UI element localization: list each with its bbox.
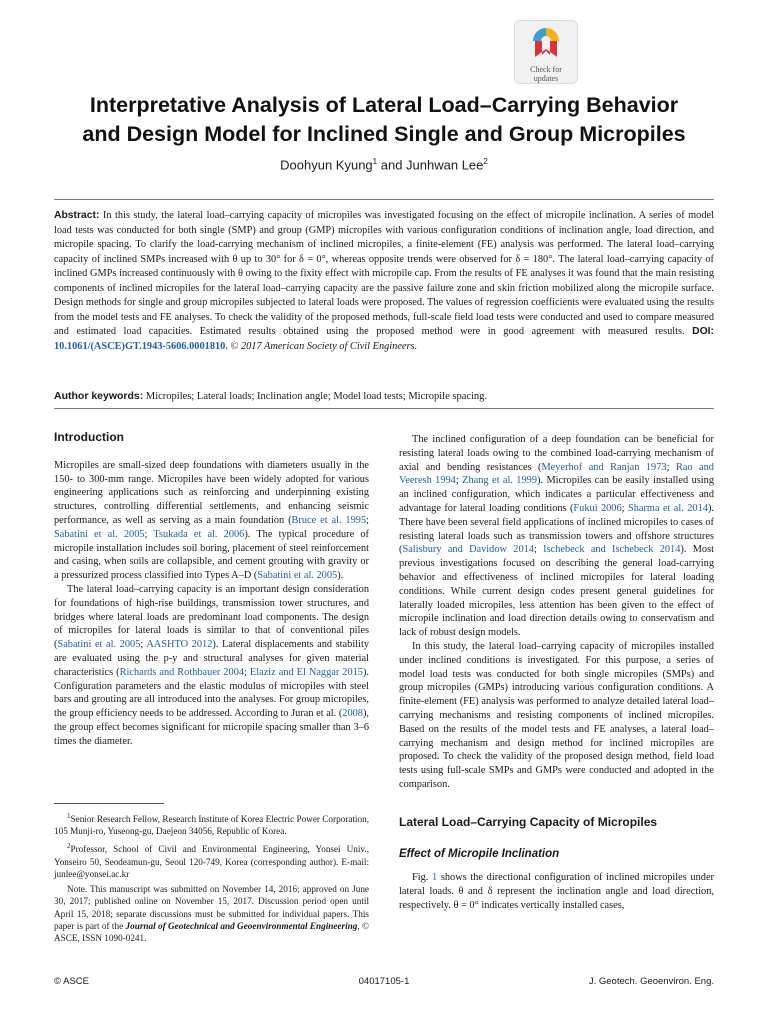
footer-copyright: © ASCE [54,976,89,987]
author-1: Doohyun Kyung [280,157,373,173]
sep: ; [366,514,369,526]
ref-rao-1994[interactable]: Rao and Veeresh 1994 [399,461,714,487]
ref-sabatini-2005-c[interactable]: Sabatini et al. 2005 [57,639,141,651]
footnotes [54,810,369,947]
abstract [54,209,714,354]
footer-journal: J. Geotech. Geoenviron. Eng. [588,976,714,987]
badge-label-2: updates [533,74,559,83]
ref-tsukada-2006[interactable]: Tsukada et al. 2006 [153,528,245,540]
ref-richards-2004[interactable]: Richards and Rothbauer 2004 [119,666,245,678]
note-text: Note. This manuscript was submitted on November 14, 2016; approved on June 30, 2017; published online on November 15, 2017. Discussion period open until April 15, 2018; separate discussions must be submitted for individual papers. This paper is part of the [54,884,369,931]
subsection-heading: Effect of Micropile Inclination [399,847,560,860]
author-line [0,157,768,172]
intro-p1-text-c: ). [337,570,344,582]
journal-name: Journal of Geotechnical and Geoenvironmental Engineering [125,920,358,931]
footer-page-id: 04017105-1 [358,976,410,987]
intro-paragraph-2 [54,583,369,749]
intro-p1-text-b: ). The typical procedure of micropile installation includes soil boring, placement of steel reinforcement and casing, when soils are collapsible, and cement grouting with gravity or a pressurized process classified into Types A–D ( [54,528,369,582]
sep: ; [666,461,676,473]
author-2: Junhwan Lee [406,157,484,173]
keywords-text: Micropiles; Lateral loads; Inclination angle; Model load tests; Micropile spacing. [143,391,488,402]
sep: ; [455,475,463,487]
doi-link[interactable]: 10.1061/(ASCE)GT.1943-5606.0001810. [54,340,228,352]
doi-label: DOI: [692,326,714,337]
ref-bruce-1995[interactable]: Bruce et al. 1995 [291,514,367,526]
note-end: , © ASCE, ISSN 1090-0241. [54,920,369,943]
ref-zhang-1999[interactable]: Zhang et al. 1999 [462,475,537,487]
right-p3-text-b: shows the directional configuration of inclined micropiles under lateral loads. θ and δ represent the inclination angle and load direction, respectively. θ = 0° indicates vertically installed cases, [399,872,714,911]
title-line-1: Interpretative Analysis of Lateral Load–Carrying Behavior [89,93,679,117]
footnote-rule [54,803,164,804]
title-line-2: and Design Model for Inclined Single and Group Micropiles [82,122,686,146]
right-p3-text-a: Fig. [412,872,433,884]
right-p1-text-a: The inclined configuration of a deep foundation can be beneficial for resisting lateral loads owing to the combined load-carrying mechanism of axial and bending resistances ( [399,434,714,473]
abstract-body: In this study, the lateral load–carrying capacity of micropiles was investigated focusing on the effect of micropile inclination. A series of model load tests was conducted for both single (SMP) and group (GMP) micropiles with various configuration conditions of inclination angle, load direction, and micropile spacing. To clarify the load-carrying mechanism of inclined micropiles, a finite-element (FE) analysis was performed. The lateral load–carrying capacity of inclined SMPs increased with θ up to 30° for δ = 0°, whereas opposite trends were observed for δ = 180°. The lateral load–carrying capacity of inclined GMPs increased continuously with θ owing to the fixity effect with micropile cap. From the results of FE analyses it was found that the main resisting components of inclined micropiles for the lateral load–carrying capacity are the passive failure zone and skin friction mobilized along the micropile surface. Design methods for single and group micropiles subjected to lateral loads were proposed. The values of regression coefficients were evaluated using the results from the model tests and FE analyses. To check the validity of the proposed methods, full-scale field load tests were conducted and used to compare measured and estimated load capacities. Estimated results obtained using the proposed method were in good agreement with measured results. [54,210,714,337]
footnote-2 [54,840,369,880]
footnote-2-marker: 2 [67,842,71,851]
section-heading: Lateral Load–Carrying Capacity of Micropiles [399,814,658,829]
left-column [54,431,369,749]
intro-p2-text-d: ), the group effect becomes significant for micropile spacing smaller than 3–6 times the diameter. [54,708,369,747]
keywords-bottom-rule [54,408,714,409]
ref-meyerhof-1973[interactable]: Meyerhof and Ranjan 1973 [541,461,667,473]
footnote-1 [54,810,369,837]
author-keywords [54,389,714,404]
badge-label-1: Check for [530,65,562,74]
right-paragraph-1 [399,433,714,640]
intro-p2-text-b: ). Lateral displacements and stability are evaluated using the p-y and structural analyses for given material characteristics ( [54,639,369,678]
ref-salisbury-2014[interactable]: Salisbury and Davidow 2014 [402,544,534,556]
abstract-label: Abstract: [54,210,100,221]
intro-p2-text-c: ). Configuration parameters and the elastic modulus of micropiles with steel bars and grouting are all introduced into the analyses. For group micropiles, the group efficiency needs to be addressed. According to Juran et al. ( [54,666,369,720]
ref-sharma-2014[interactable]: Sharma et al. 2014 [627,502,708,514]
right-p1-text-c: ). There have been several field applications of inclined micropiles to cases of resisting lateral loads such as transmission towers and offshore structures ( [399,502,714,556]
copyright: © 2017 American Society of Civil Engineers. [227,340,418,352]
author-conjunction: and [377,157,407,173]
author-1-affiliation: 1 [372,157,378,166]
sep: ; [621,502,628,514]
ref-aashto-2012[interactable]: AASHTO 2012 [146,639,213,651]
sep: ; [144,528,154,540]
ref-fukui-2006[interactable]: Fukui 2006 [573,502,622,514]
right-paragraph-2: In this study, the lateral load–carrying capacity of micropiles installed under inclined conditions is investigated. For this purpose, a series of model load tests was conducted for both single micropiles (SMPs) and group micropiles (GMPs) introducing various configuration conditions. A finite-element (FE) analysis was performed to analyze detailed lateral load–carrying mechanisms and resisting components of inclined micropiles. Based on the results of the model tests and FE analyses, a lateral load–carrying mechanism and design method for inclined micropiles are proposed. To check the validity of the proposed design method, field load tests using full-scale SMPs and GMPs were conducted and adopted in the comparison. [399,640,714,790]
ref-juran-2008[interactable]: 2008 [342,708,363,720]
author-2-affiliation: 2 [483,157,488,166]
right-paragraph-3 [399,871,714,912]
figure-1-link[interactable]: 1 [432,872,438,884]
ref-sabatini-2005[interactable]: Sabatini et al. 2005 [54,528,145,540]
crossmark-icon [531,26,561,58]
sep: ; [244,666,250,678]
paper-title [54,91,714,149]
check-for-updates-badge[interactable] [514,20,578,84]
footnote-2-text: Professor, School of Civil and Environmental Engineering, Yonsei Univ., Yonseiro 50, Seodeamun-gu, Seoul 120-749, Korea (corresponding author). E-mail: junlee@yonsei.ac.kr [54,844,369,879]
abstract-top-rule [54,199,714,200]
ref-ischebeck-2014[interactable]: Ischebeck and Ischebeck 2014 [543,544,681,556]
right-p1-text-b: ). Micropiles can be easily installed using an inclined configuration, which indicates a particular effectiveness and advantage for lateral loading conditions ( [399,475,715,514]
footnote-1-marker: 1 [67,812,71,820]
footnote-1-text: Senior Research Fellow, Research Institute of Korea Electric Power Corporation, 105 Munji-ro, Yuseong-gu, Daejeon 34056, Republic of Korea. [54,814,369,837]
sep: ; [533,544,544,556]
intro-paragraph-1 [54,459,369,583]
ref-sabatini-2005-b[interactable]: Sabatini et al. 2005 [257,570,338,582]
ref-elaziz-2015[interactable]: Elaziz and El Naggar 2015 [249,666,363,678]
right-p1-text-d: ). Most previous investigations focused on describing the general load-carrying behavior and effectiveness of inclined micropiles for lateral loading conditions. While current design codes present general guidelines for laterally loaded micropiles, less attention has been given to the effect of micropile inclination and load direction details owing to conservatism and lack of robust design models. [399,544,714,639]
intro-p1-text-a: Micropiles are small-sized deep foundations with diameters usually in the 150- to 300-mm range. Micropiles have been widely adopted for various engineering applications such as reinforcing and underpinning existing structures, controlling differential settlements, and enhancing seismic performance, as well as serving as a main foundation ( [54,459,369,526]
right-column [399,433,714,913]
sep: ; [140,639,147,651]
introduction-heading: Introduction [54,430,124,444]
keywords-label: Author keywords: [54,390,144,402]
intro-p2-text-a: The lateral load–carrying capacity is an important design consideration for foundations of high-rise buildings, transmission tower structures, and bridges where lateral loads are predominant load components. The design of micropiles for lateral loads is similar to that of conventional piles ( [54,583,369,651]
manuscript-note [54,883,369,944]
